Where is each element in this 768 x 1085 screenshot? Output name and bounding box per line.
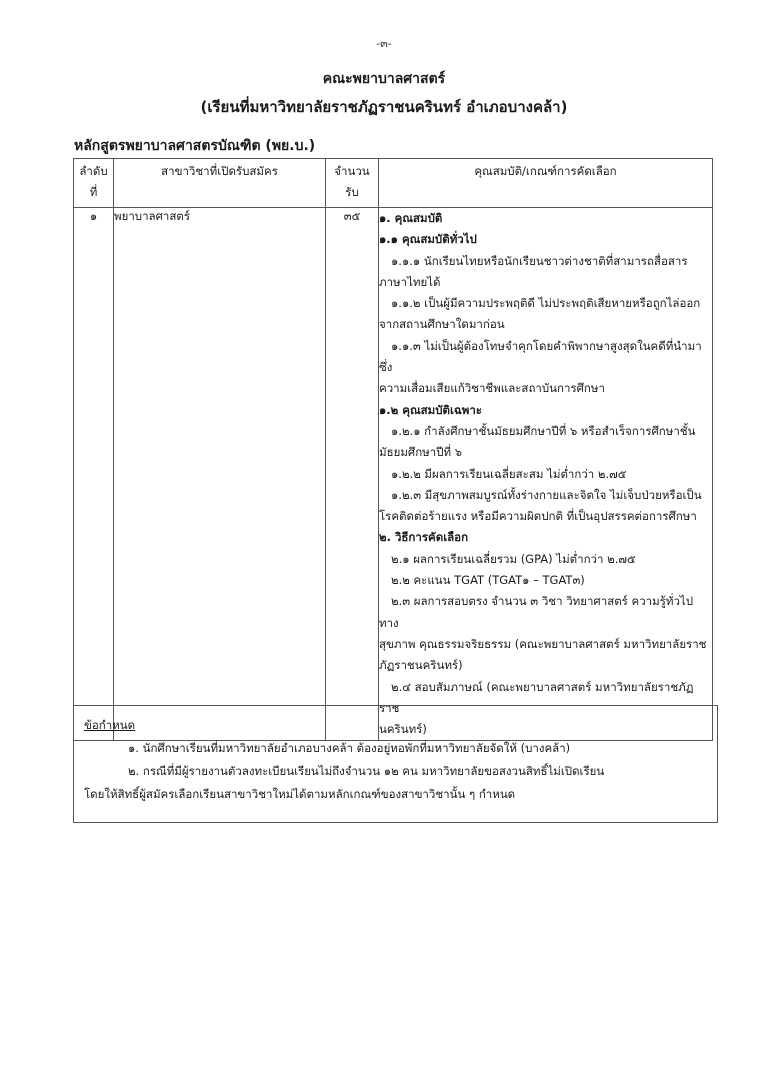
item-1-1-2-cont: จากสถานศึกษาใดมาก่อน (379, 317, 505, 332)
subsection-general: ๑.๑ คุณสมบัติทั่วไป (379, 232, 477, 247)
requirements-box (73, 705, 718, 823)
faculty-title: คณะพยาบาลศาสตร์ (322, 71, 446, 87)
item-2-4-cont: นครินทร์) (379, 722, 427, 737)
item-1-1-3-cont: ความเสื่อมเสียแก้วิชาชีพและสถาบันการศึกษา (379, 381, 605, 396)
item-1-1-3: ๑.๑.๓ ไม่เป็นผู้ต้องโทษจำคุกโดยคำพิพากษาสูงสุดในคดีที่นำมาซึ่ง (379, 338, 702, 375)
page-number: -๓- (376, 37, 392, 50)
campus-location-title: (เรียนที่มหาวิทยาลัยราชภัฏราชนครินทร์ อำเภอบางคล้า) (200, 98, 568, 116)
item-1-2-3: ๑.๒.๓ มีสุขภาพสมบูรณ์ทั้งร่างกายและจิตใจ ไม่เจ็บป่วยหรือเป็น (391, 487, 702, 502)
item-1-1-1-cont: ภาษาไทยได้ (379, 274, 441, 289)
row-quantity: ๓๕ (326, 208, 379, 741)
item-1-1-2: ๑.๑.๒ เป็นผู้มีความประพฤติดี ไม่ประพฤติเสียหายหรือถูกไล่ออก (391, 296, 701, 311)
admission-table (73, 158, 713, 741)
item-2-3-cont: สุขภาพ คุณธรรมจริยธรรม (คณะพยาบาลศาสตร์ มหาวิทยาลัยราช (379, 636, 707, 651)
program-heading: หลักสูตรพยาบาลศาสตรบัณฑิต (พย.บ.) (74, 138, 316, 154)
item-1-2-2: ๑.๒.๒ มีผลการเรียนเฉลี่ยสะสม ไม่ต่ำกว่า ๒.๗๕ (391, 466, 627, 481)
requirement-item: ๑. นักศึกษาเรียนที่มหาวิทยาลัยอำเภอบางคล้า ต้องอยู่หอพักที่มหาวิทยาลัยจัดให้ (บางคล้า) (128, 741, 571, 755)
table-header-row (74, 159, 713, 208)
requirement-item: ๒. กรณีที่มีผู้รายงานตัวลงทะเบียนเรียนไม่ถึงจำนวน ๑๒ คน มหาวิทยาลัยขอสงวนสิทธิ์ไม่เปิดเรียน (128, 764, 605, 778)
section-qualifications: ๑. คุณสมบัติ (379, 211, 443, 225)
requirements-title: ข้อกำหนด (84, 718, 136, 732)
table-row (74, 208, 713, 741)
header-quantity: จำนวน รับ (326, 159, 379, 208)
item-1-2-3-cont: โรคติดต่อร้ายแรง หรือมีความผิดปกติ ที่เป็นอุปสรรคต่อการศึกษา (379, 509, 697, 524)
item-2-3: ๒.๓ ผลการสอบตรง จำนวน ๓ วิชา วิทยาศาสตร์ ความรู้ทั่วไปทาง (379, 594, 693, 630)
row-qualifications (379, 208, 713, 741)
header-major: สาขาวิชาที่เปิดรับสมัคร (114, 159, 326, 208)
row-major: พยาบาลศาสตร์ (114, 208, 326, 741)
header-qualifications: คุณสมบัติ/เกณฑ์การคัดเลือก (379, 159, 713, 208)
item-2-2: ๒.๒ คะแนน TGAT (TGAT๑ – TGAT๓) (391, 573, 585, 588)
item-1-2-1: ๑.๒.๑ กำลังศึกษาชั้นมัธยมศึกษาปีที่ ๖ หรือสำเร็จการศึกษาชั้น (391, 423, 696, 438)
item-1-2-1-cont: มัธยมศึกษาปีที่ ๖ (379, 445, 463, 460)
subsection-specific: ๑.๒ คุณสมบัติเฉพาะ (379, 402, 482, 417)
item-2-1: ๒.๑ ผลการเรียนเฉลี่ยรวม (GPA) ไม่ต่ำกว่า ๒.๗๕ (391, 551, 636, 566)
item-2-3-cont2: ภัฏราชนครินทร์) (379, 658, 463, 673)
row-number: ๑ (74, 208, 114, 741)
requirement-item-cont: โดยให้สิทธิ์ผู้สมัครเลือกเรียนสาขาวิชาใหม่ได้ตามหลักเกณฑ์ของสาขาวิชานั้น ๆ กำหนด (84, 787, 516, 801)
item-2-4: ๒.๔ สอบสัมภาษณ์ (คณะพยาบาลศาสตร์ มหาวิทยาลัยราชภัฏราช (379, 679, 694, 715)
section-selection-method: ๒. วิธีการคัดเลือก (379, 530, 469, 545)
item-1-1-1: ๑.๑.๑ นักเรียนไทยหรือนักเรียนชาวต่างชาติที่สามารถสื่อสาร (391, 253, 688, 268)
header-no: ลำดับ ที่ (74, 159, 114, 208)
